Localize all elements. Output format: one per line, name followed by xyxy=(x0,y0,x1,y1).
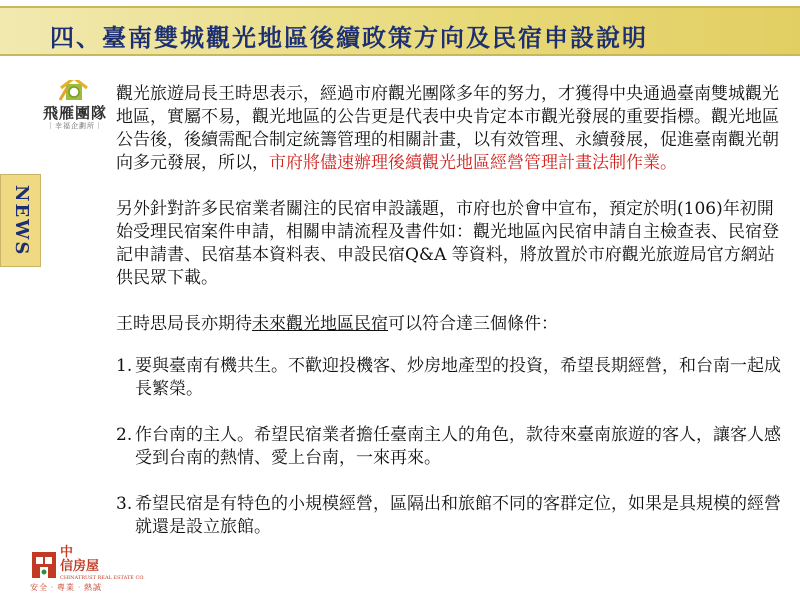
list-item: 3. 希望民宿是有特色的小規模經營，區隔出和旅館不同的客群定位，如果是具規模的經營就還是設立旅館。 xyxy=(116,494,781,537)
logo-chinatrust-name: 中 信房屋 xyxy=(60,545,100,574)
highlight-text: 市府將儘速辦理後續觀光地區經營管理計畫法制作業。 xyxy=(269,153,677,173)
paragraph-1: 觀光旅遊局長王時思表示，經過市府觀光團隊多年的努力，才獲得中央通過臺南雙城觀光地區，實屬不易，觀光地區的公告更是代表中央肯定本市觀光發展的重要指標。觀光地區公告後，後續需配合制定統籌管理的相關計畫，以有效管理、永續發展，促進臺南觀光朝向多元發展，所以，市府將儘速辦理後續觀光地區經營管理計畫法制作業。 xyxy=(116,84,779,173)
page-title: 四、臺南雙城觀光地區後續政策方向及民宿申設說明 xyxy=(50,23,648,52)
list-item: 2. 作台南的主人。希望民宿業者擔任臺南主人的角色，款待來臺南旅遊的客人，讓客人感受到台南的熱情、愛上台南，一來再來。 xyxy=(116,425,781,468)
main-content xyxy=(116,83,788,539)
logo-team-sub: ｜幸福企劃所｜ xyxy=(47,122,103,130)
paragraph-2: 另外針對許多民宿業者關注的民宿申設議題，市府也於會中宣布，預定於明(106)年初開始受理民宿案件申請，相關申請流程及書件如：觀光地區內民宿申請自主檢查表、民宿登記申請書、民宿基本資料表、申設民宿Q&A 等資料，將放置於市府觀光旅遊局官方網站供民眾下載。 xyxy=(116,199,779,288)
logo-chinatrust-tagline: 安全‧專業‧熱誠 xyxy=(30,583,102,592)
news-label: NEWS xyxy=(11,185,32,257)
logo-chinatrust-english: CHINATRUST REAL ESTATE CO. xyxy=(60,575,145,581)
title-bar xyxy=(0,6,800,56)
underlined-text: 未來觀光地區民宿 xyxy=(252,314,388,334)
chinatrust-house-icon xyxy=(30,548,58,580)
news-tab xyxy=(0,174,41,267)
paragraph-3: 王時思局長亦期待未來觀光地區民宿可以符合達三個條件： xyxy=(116,314,558,334)
list-item: 1. 要與臺南有機共生。不歡迎投機客、炒房地產型的投資，希望長期經營，和台南一起成長繁榮。 xyxy=(116,356,781,399)
logo-team-name: 飛雁團隊 xyxy=(42,104,107,122)
